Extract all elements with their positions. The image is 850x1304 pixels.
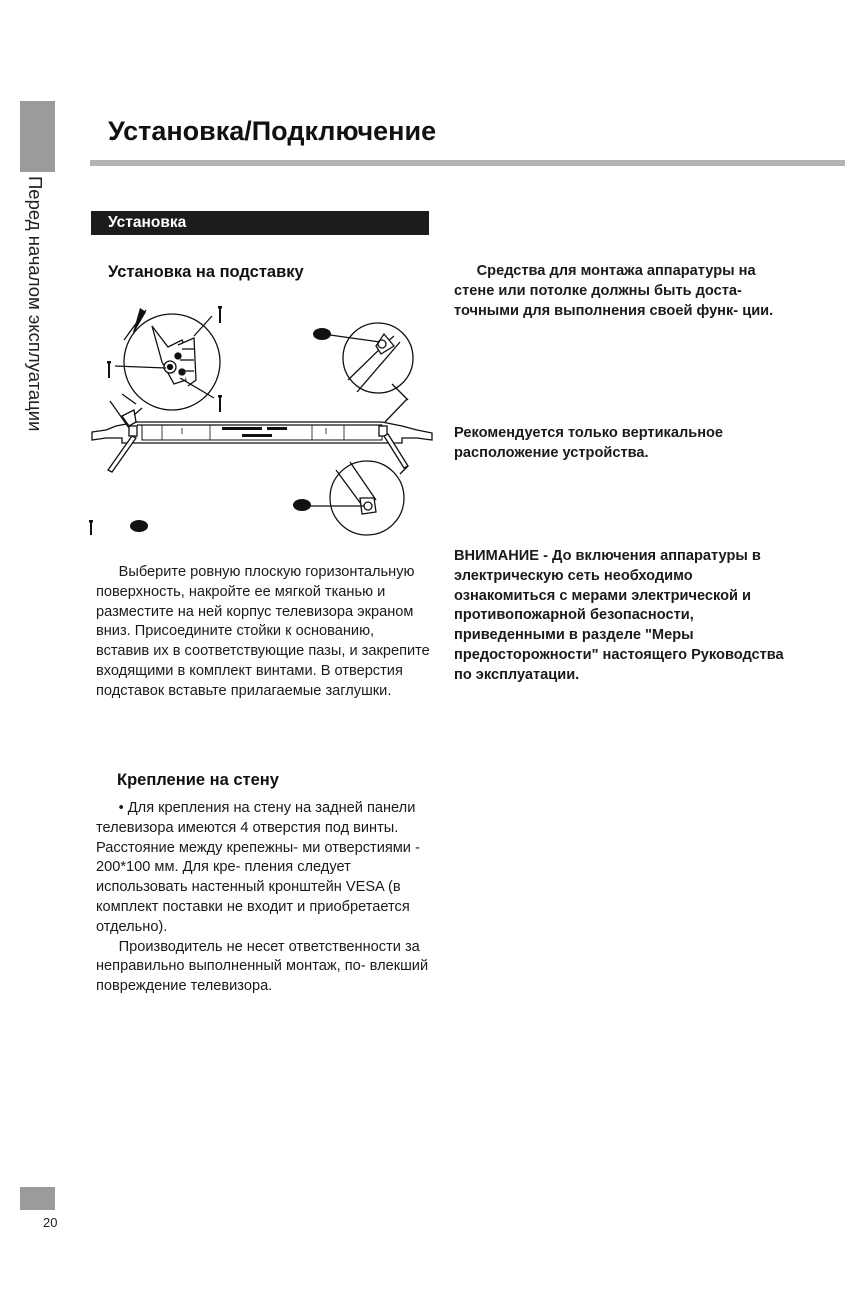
side-tab-marker bbox=[20, 101, 55, 172]
stand-instructions bbox=[96, 563, 431, 702]
warning-text: До включения аппаратуры в электрическую сеть необходимо ознакомиться с мерами электрической и противопожарной безопасности, приведенными в разделе "Меры предосторожности" настоящего Руководства по эксплуатации. bbox=[454, 548, 784, 683]
stand-heading: Установка на подставку bbox=[108, 263, 304, 281]
right-stand-leg bbox=[379, 399, 408, 468]
title-rule bbox=[90, 160, 845, 166]
wall-mount-text bbox=[96, 799, 436, 997]
page-number: 20 bbox=[43, 1215, 58, 1230]
page-tab-marker bbox=[20, 1187, 55, 1210]
wall-mount-paragraph-2: Производитель не несет ответственности за неправильно выполненный монтаж, по- влекший повреждение телевизора. bbox=[96, 938, 429, 995]
stand-assembly-illustration bbox=[82, 300, 442, 540]
stand-detail-callout bbox=[115, 308, 220, 410]
figure-legend bbox=[89, 520, 148, 535]
cap-callout-top bbox=[313, 323, 413, 400]
cap-callout-bottom bbox=[293, 461, 408, 535]
section-bar: Установка bbox=[91, 211, 429, 235]
wall-mount-heading: Крепление на стену bbox=[117, 771, 279, 789]
stand-paragraph: Выберите ровную плоскую горизонтальную поверхность, накройте ее мягкой тканью и разместите на ней корпус телевизора экраном вниз. Присоедините стойки к основанию, вставив их в соответствующие пазы, и закрепите входящими в комплект винтами. В отверстия подставок вставьте прилагаемые заглушки. bbox=[96, 564, 430, 699]
mount-strength-note: Средства для монтажа аппаратуры на стене или потолке должны быть доста- точными для выполнения своей функ- ции. bbox=[454, 263, 774, 319]
safety-warning bbox=[454, 547, 794, 686]
warning-label: ВНИМАНИЕ - bbox=[454, 548, 548, 564]
vertical-position-note: Рекомендуется только вертикальное расположение устройства. bbox=[454, 425, 724, 461]
page-title: Установка/Подключение bbox=[108, 116, 437, 146]
side-chapter-label: Перед началом эксплуатации bbox=[25, 176, 46, 432]
wall-mount-paragraph-1: • Для крепления на стену на задней панели телевизора имеются 4 отверстия под винты. Расстояние между крепежны- ми отверстиями - 200*100 мм. Для кре- пления следует использовать настенный кронштейн VESA (в комплект поставки не входит и приобретается отдельно). bbox=[96, 800, 420, 935]
left-stand-leg bbox=[108, 401, 142, 472]
